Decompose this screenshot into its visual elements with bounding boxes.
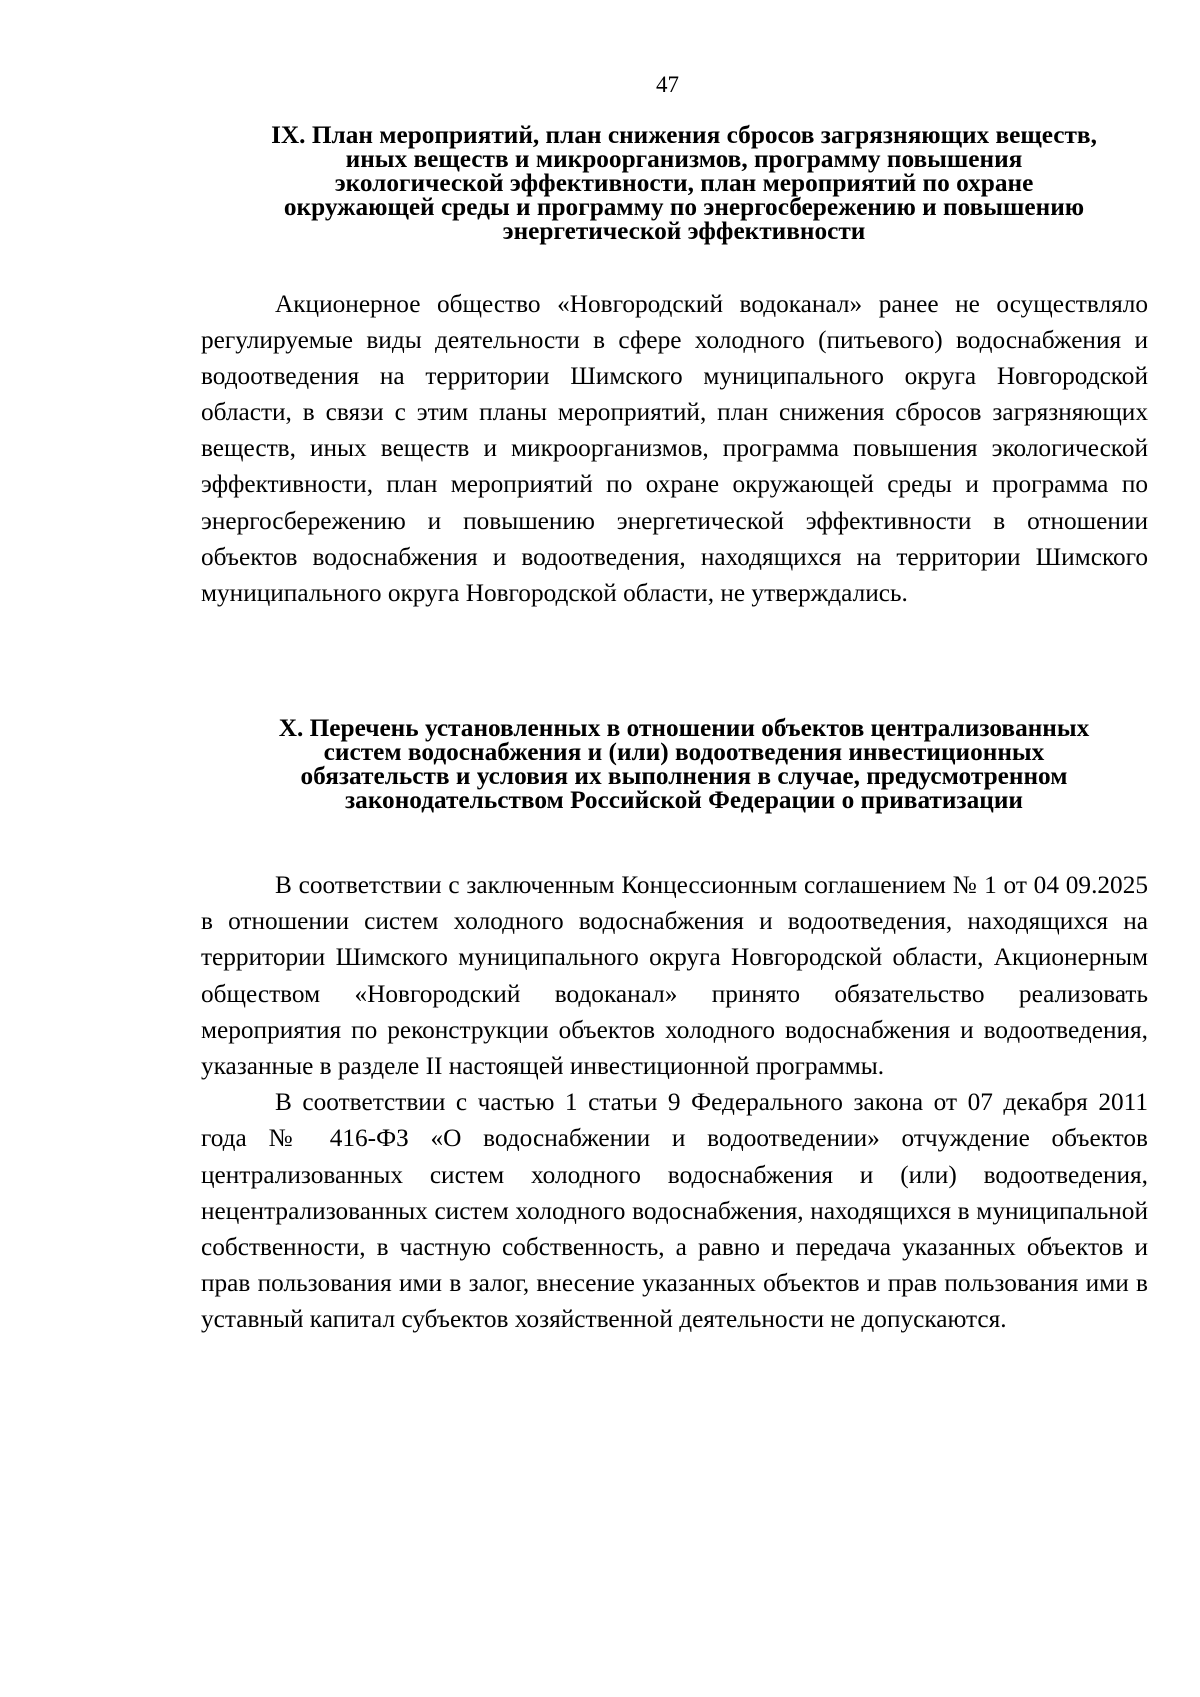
body-paragraph: В соответствии с заключенным Концессионным соглашением № 1 от 04 09.2025 в отношении систем холодного водоснабжения и водоотведения, находящихся на территории Шимского муниципального округа Новгородской области, Акционерным обществом «Новгородский водоканал» принято обязательство реализовать мероприятия по реконструкции объектов холодного водоснабжения и водоотведения, указанные в разделе II настоящей инвестиционной программы. — [201, 871, 1148, 1081]
heading-line: иных веществ и микроорганизмов, программу повышения — [345, 145, 1023, 173]
body-paragraph: В соответствии с частью 1 статьи 9 Федерального закона от 07 декабря 2011 года № 416-ФЗ «О водоснабжении и водоотведении» отчуждение объектов централизованных систем холодного водоснабжения и (или) водоотведения, нецентрализованных систем холодного водоснабжения, находящихся в муниципальной собственности, в частную собственность, а равно и передача указанных объектов и прав пользования ими в залог, внесение указанных объектов и прав пользования ими в уставный капитал субъектов хозяйственной деятельности не допускаются. — [201, 1088, 1148, 1334]
heading-line: экологической эффективности, план мероприятий по охране — [334, 169, 1034, 197]
heading-line: законодательством Российской Федерации о приватизации — [345, 786, 1023, 814]
section-x-heading — [200, 716, 1168, 812]
heading-line: обязательств и условия их выполнения в случае, предусмотренном — [300, 762, 1068, 790]
heading-line: энергетической эффективности — [502, 217, 866, 245]
heading-line: систем водоснабжения и (или) водоотведения инвестиционных — [323, 738, 1045, 766]
heading-line: IX. План мероприятий, план снижения сбросов загрязняющих веществ, — [271, 121, 1097, 149]
page-number: 47 — [656, 72, 679, 97]
heading-line: X. Перечень установленных в отношении объектов централизованных — [278, 714, 1090, 742]
section-ix-body — [201, 286, 1148, 611]
section-x-body — [201, 867, 1148, 1338]
section-ix-heading — [200, 123, 1168, 243]
heading-line: окружающей среды и программу по энергосбережению и повышению — [283, 193, 1085, 221]
body-paragraph: Акционерное общество «Новгородский водоканал» ранее не осуществляло регулируемые виды деятельности в сфере холодного (питьевого) водоснабжения и водоотведения на территории Шимского муниципального округа Новгородской области, в связи с этим планы мероприятий, план снижения сбросов загрязняющих веществ, иных веществ и микроорганизмов, программа повышения экологической эффективности, план мероприятий по охране окружающей среды и программа по энергосбережению и повышению энергетической эффективности в отношении объектов водоснабжения и водоотведения, находящихся на территории Шимского муниципального округа Новгородской области, не утверждались. — [201, 290, 1148, 607]
